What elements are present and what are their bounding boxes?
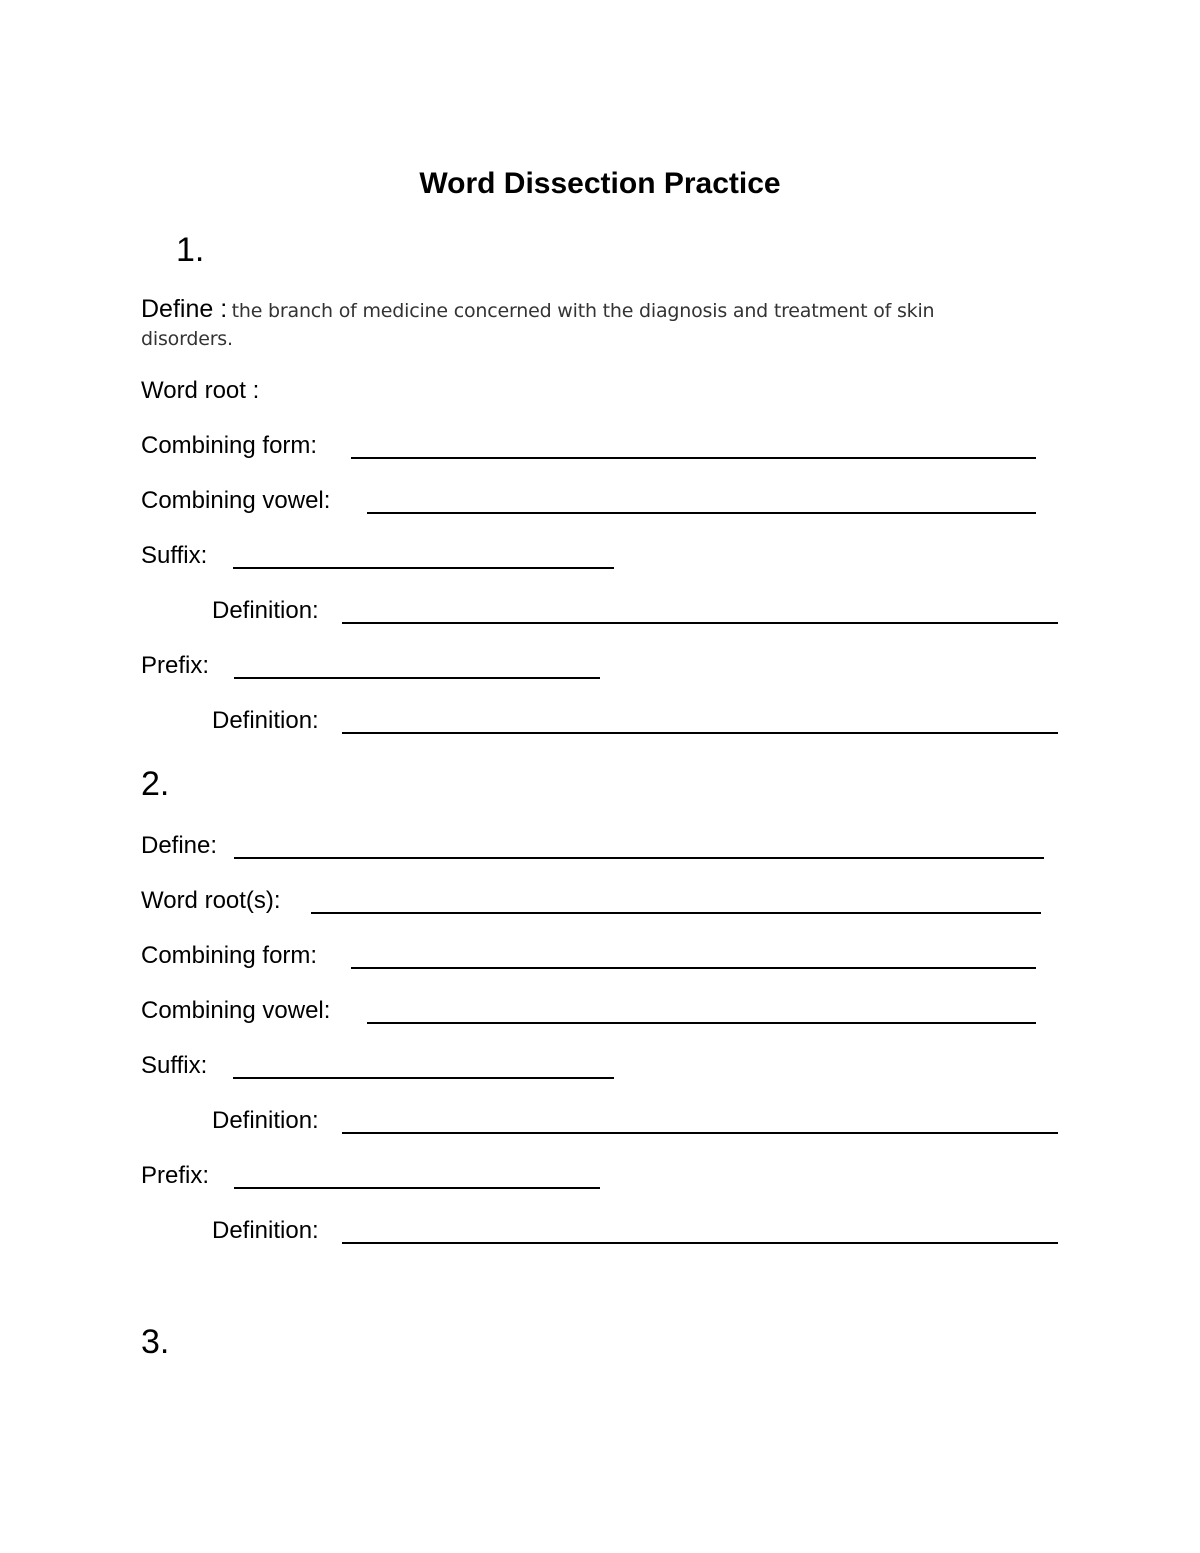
q2-word-roots-label: Word root(s):: [141, 887, 281, 914]
q2-suffix-definition-blank[interactable]: [342, 1132, 1058, 1134]
q1-suffix-definition-label: Definition:: [212, 597, 319, 624]
question-1-define: [141, 296, 971, 354]
q1-combining-vowel-label: Combining vowel:: [141, 487, 331, 514]
q1-suffix-blank[interactable]: [233, 567, 614, 569]
q2-prefix-definition-blank[interactable]: [342, 1242, 1058, 1244]
q1-combining-vowel-blank[interactable]: [367, 512, 1036, 514]
q1-prefix-definition-label: Definition:: [212, 707, 319, 734]
define-label: Define :: [141, 295, 228, 323]
q2-define-label: Define:: [141, 832, 218, 859]
q2-suffix-definition-label: Definition:: [212, 1107, 319, 1134]
q2-define-blank[interactable]: [234, 857, 1044, 859]
q1-prefix-blank[interactable]: [234, 677, 600, 679]
question-3-number: 3.: [141, 1323, 170, 1361]
q1-combining-form-blank[interactable]: [351, 457, 1036, 459]
q2-prefix-blank[interactable]: [234, 1187, 600, 1189]
q2-prefix-definition-label: Definition:: [212, 1217, 319, 1244]
q2-suffix-label: Suffix:: [141, 1052, 208, 1079]
q2-combining-form-label: Combining form:: [141, 942, 318, 969]
define-text: the branch of medicine concerned with the diagnosis and treatment of skin disorders.: [141, 300, 935, 350]
q1-prefix-definition-blank[interactable]: [342, 732, 1058, 734]
q1-combining-form-label: Combining form:: [141, 432, 318, 459]
q1-word-root-label: Word root :: [141, 377, 260, 404]
q1-suffix-definition-blank[interactable]: [342, 622, 1058, 624]
question-2-number: 2.: [141, 765, 170, 803]
q2-word-roots-blank[interactable]: [311, 912, 1041, 914]
q2-combining-form-blank[interactable]: [351, 967, 1036, 969]
q2-combining-vowel-label: Combining vowel:: [141, 997, 331, 1024]
q2-prefix-label: Prefix:: [141, 1162, 210, 1189]
q2-combining-vowel-blank[interactable]: [367, 1022, 1036, 1024]
page-title: Word Dissection Practice: [419, 167, 781, 200]
q1-prefix-label: Prefix:: [141, 652, 210, 679]
question-1-number: 1.: [176, 231, 205, 269]
q1-suffix-label: Suffix:: [141, 542, 208, 569]
q2-suffix-blank[interactable]: [233, 1077, 614, 1079]
